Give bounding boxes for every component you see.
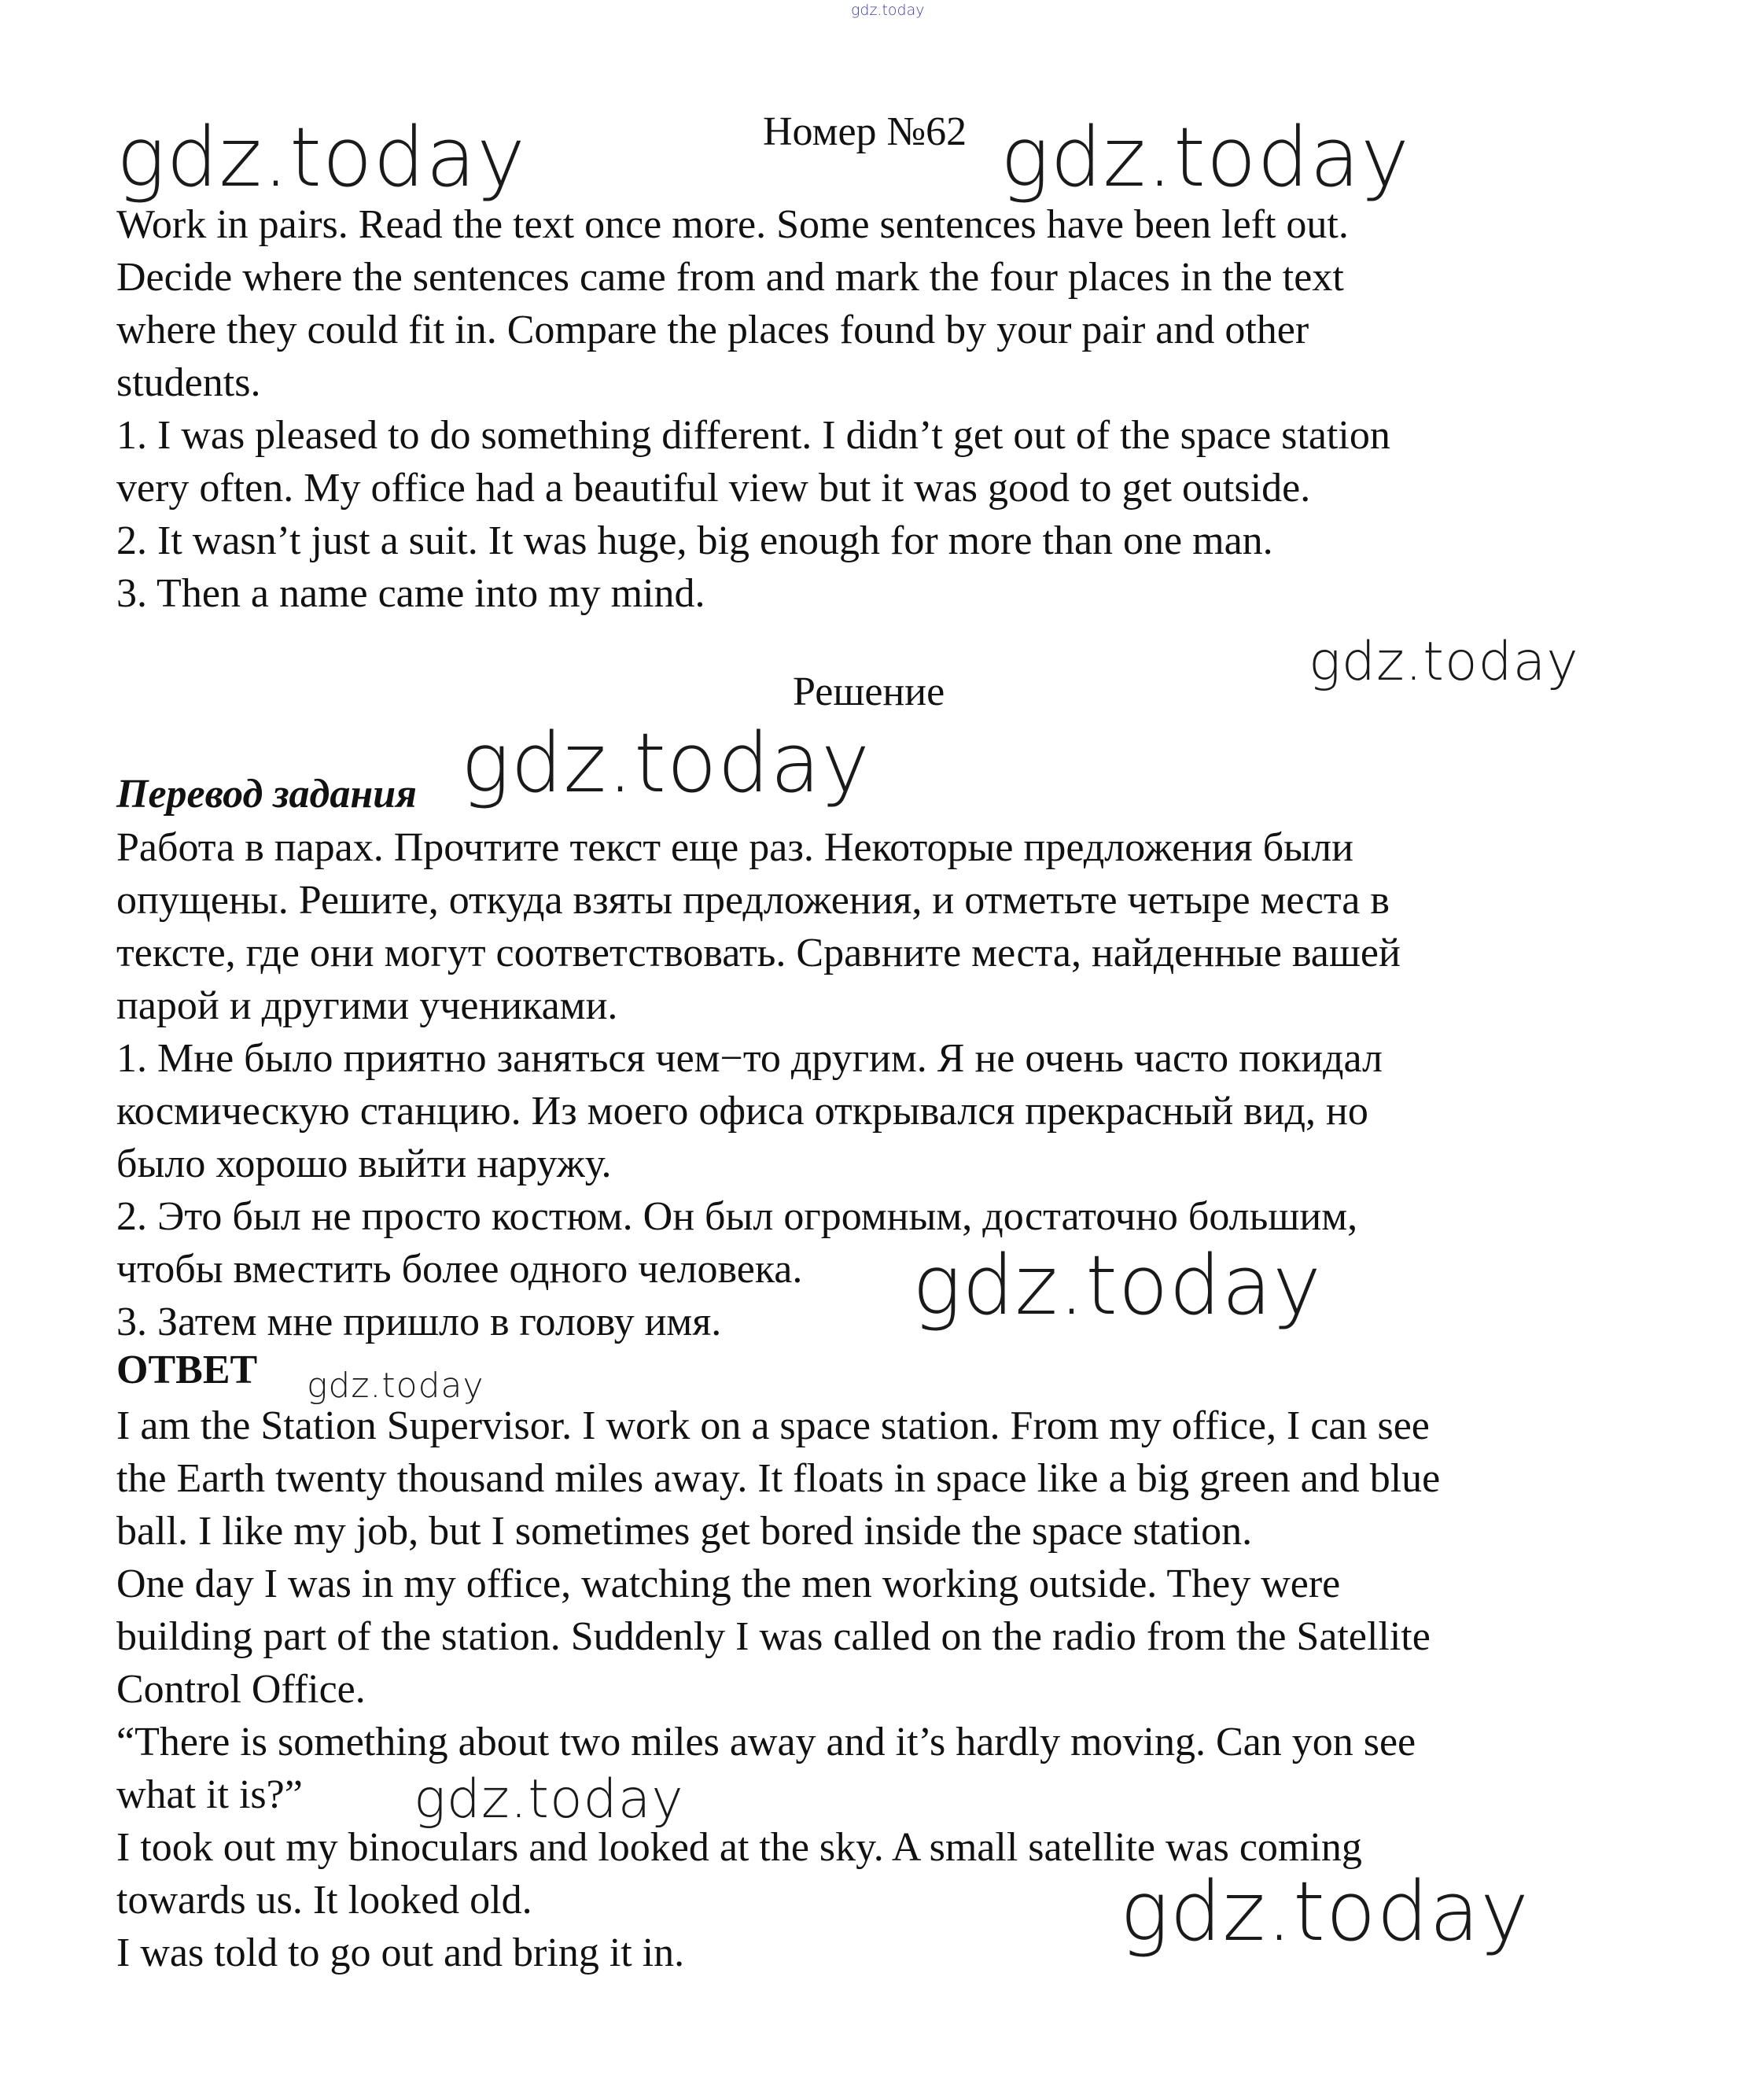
task-sentence-line: very often. My office had a beautiful view but it was good to get outside. [116, 466, 1311, 511]
answer-heading: ОТВЕТ [116, 1348, 258, 1392]
watermark: gdz.today [414, 1768, 684, 1831]
task-sentence-line: 3. Then a name came into my mind. [116, 571, 705, 616]
translation-line: 3. Затем мне пришло в голову имя. [116, 1300, 722, 1344]
translation-line: тексте, где они могут соответствовать. Сравните места, найденные вашей [116, 931, 1401, 975]
answer-line: I was told to go out and bring it in. [116, 1930, 685, 1975]
solution-label: Решение [793, 669, 945, 714]
task-text [116, 198, 1689, 620]
page-title: Номер №62 [763, 109, 967, 154]
translation-line: 2. Это был не просто костюм. Он был огромным, достаточно большим, [116, 1194, 1358, 1239]
answer-line: Control Office. [116, 1667, 366, 1712]
task-line: where they could fit in. Compare the places found by your pair and other [116, 308, 1309, 352]
watermark: gdz.today [461, 715, 871, 811]
answer-line: “There is something about two miles away and it’s hardly moving. Can yon see [116, 1720, 1416, 1764]
translation-text [116, 821, 1689, 1348]
answer-line: I am the Station Supervisor. I work on a space station. From my office, I can see [116, 1403, 1430, 1448]
translation-heading: Перевод задания [116, 772, 417, 817]
translation-line: парой и другими учениками. [116, 983, 618, 1028]
answer-line: the Earth twenty thousand miles away. It floats in space like a big green and blue [116, 1456, 1441, 1501]
answer-line: One day I was in my office, watching the men working outside. They were [116, 1562, 1341, 1606]
translation-line: чтобы вместить более одного человека. [116, 1247, 803, 1292]
answer-line: I took out my binoculars and looked at the sky. A small satellite was coming [116, 1825, 1362, 1870]
translation-line: Работа в парах. Прочтите текст еще раз. Некоторые предложения были [116, 825, 1353, 870]
watermark: gdz.today [1120, 1864, 1530, 1960]
translation-line: было хорошо выйти наружу. [116, 1141, 612, 1186]
answer-line: ball. I like my job, but I sometimes get bored inside the space station. [116, 1509, 1253, 1554]
watermark: gdz.today [912, 1237, 1322, 1333]
task-line: students. [116, 360, 261, 405]
translation-line: опущены. Решите, откуда взяты предложения, и отметьте четыре места в [116, 878, 1390, 923]
watermark: gdz.today [116, 109, 526, 205]
task-sentence-line: 1. I was pleased to do something different. I didn’t get out of the space station [116, 413, 1390, 458]
task-sentence-line: 2. It wasn’t just a suit. It was huge, big enough for more than one man. [116, 518, 1273, 563]
answer-line: what it is?” [116, 1772, 303, 1817]
watermark: gdz.today [307, 1366, 484, 1406]
translation-line: 1. Мне было приятно заняться чем−то другим. Я не очень часто покидал [116, 1036, 1383, 1081]
translation-line: космическую станцию. Из моего офиса открывался прекрасный вид, но [116, 1089, 1368, 1134]
watermark: gdz.today [1000, 109, 1410, 205]
answer-line: building part of the station. Suddenly I was called on the radio from the Satellite [116, 1614, 1431, 1659]
task-line: Work in pairs. Read the text once more. Some sentences have been left out. [116, 202, 1349, 247]
watermark-top: gdz.today [851, 2, 925, 19]
task-line: Decide where the sentences came from and mark the four places in the text [116, 255, 1344, 300]
watermark: gdz.today [1309, 631, 1579, 693]
answer-line: towards us. It looked old. [116, 1878, 532, 1923]
